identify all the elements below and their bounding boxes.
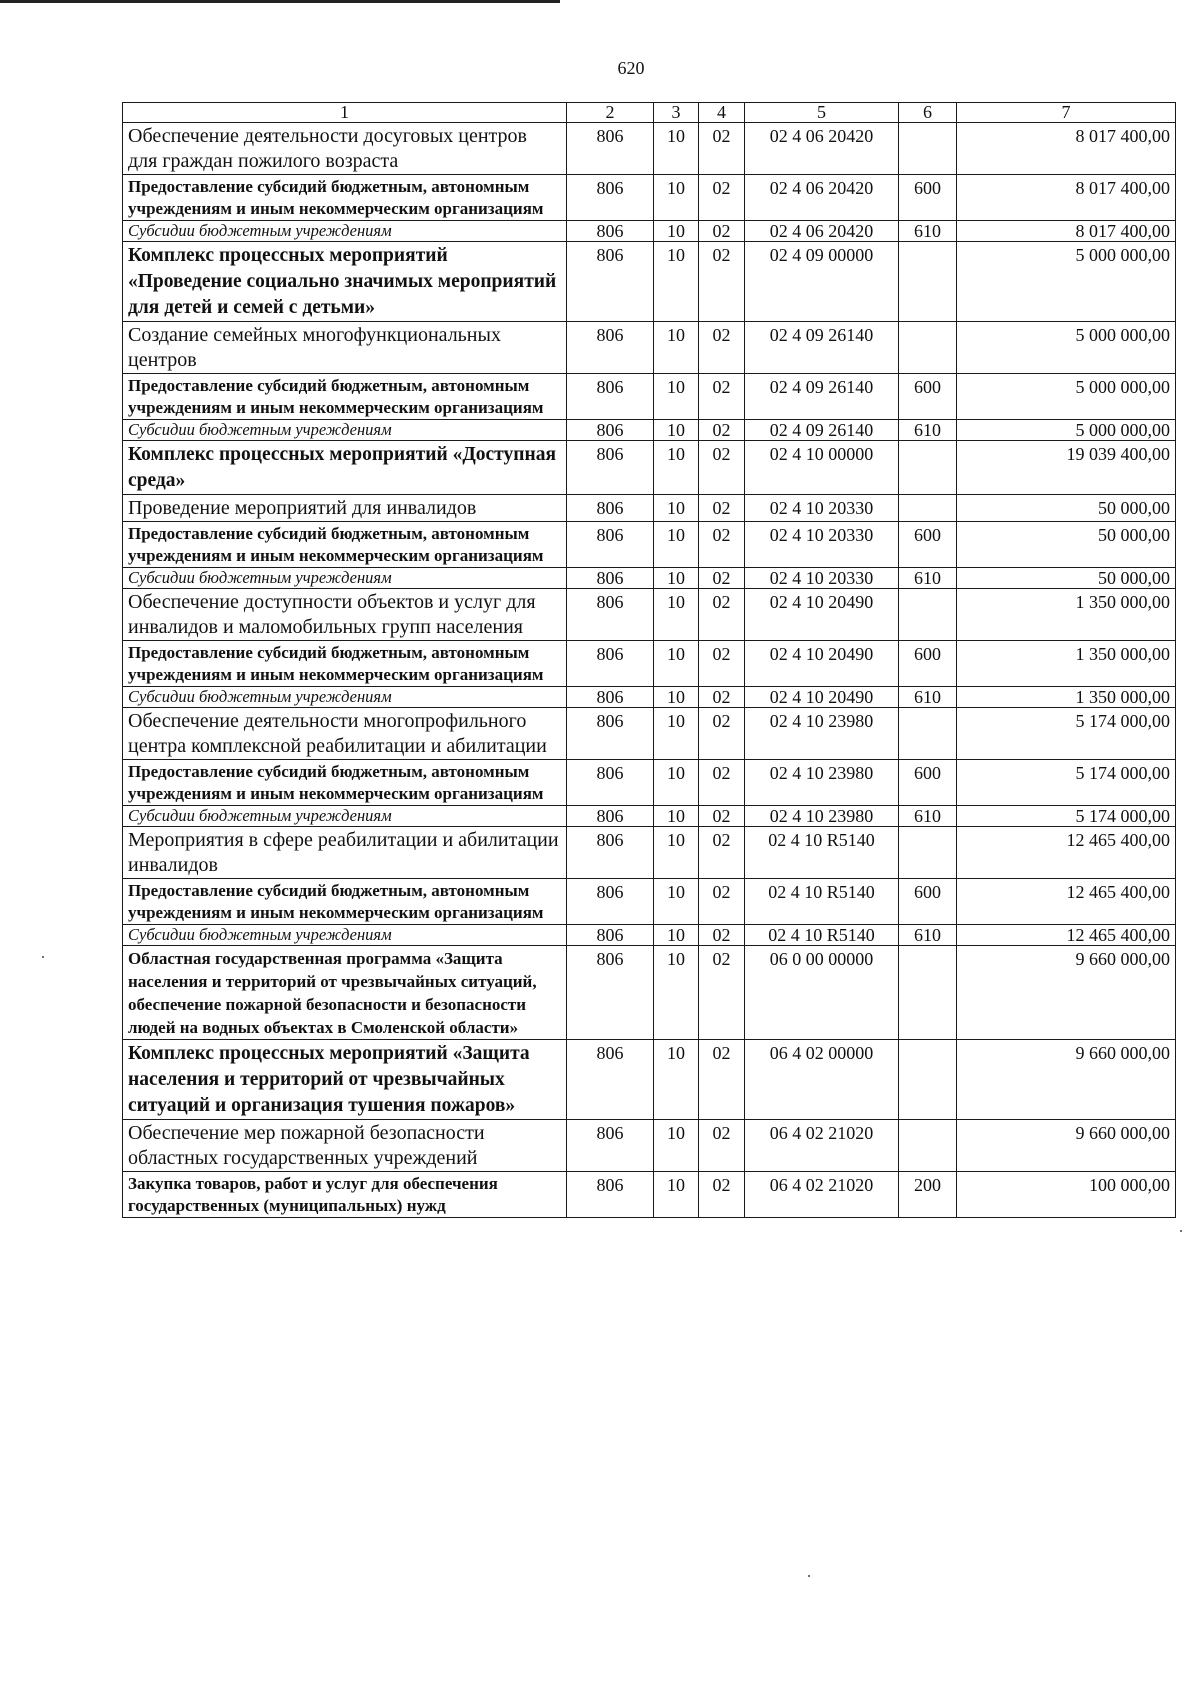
table-row xyxy=(123,420,1176,441)
row-name-cell: Комплекс процессных мероприятий «Доступная среда» xyxy=(123,441,567,495)
expense-type-cell: 610 xyxy=(899,806,957,827)
amount-cell: 8 017 400,00 xyxy=(957,175,1176,221)
amount-cell: 1 350 000,00 xyxy=(957,687,1176,708)
amount-cell: 8 017 400,00 xyxy=(957,221,1176,242)
expense-type-cell xyxy=(899,242,957,322)
table-row xyxy=(123,374,1176,420)
table-header-row xyxy=(123,103,1176,123)
row-name-cell: Субсидии бюджетным учреждениям xyxy=(123,568,567,589)
expense-type-cell: 600 xyxy=(899,879,957,925)
table-row xyxy=(123,687,1176,708)
scan-speck xyxy=(808,1575,810,1577)
subsection-cell: 02 xyxy=(699,879,745,925)
budget-table xyxy=(122,102,1176,1218)
subsection-cell: 02 xyxy=(699,175,745,221)
expense-type-cell: 600 xyxy=(899,522,957,568)
subsection-cell: 02 xyxy=(699,827,745,879)
row-name-cell: Предоставление субсидий бюджетным, автономным учреждениям и иным некоммерческим организациям xyxy=(123,641,567,687)
grbs-cell: 806 xyxy=(567,687,654,708)
target-article-cell: 02 4 10 23980 xyxy=(745,708,899,760)
row-name-cell: Обеспечение доступности объектов и услуг для инвалидов и маломобильных групп населения xyxy=(123,589,567,641)
grbs-cell: 806 xyxy=(567,374,654,420)
table-row xyxy=(123,946,1176,1040)
table-row xyxy=(123,806,1176,827)
expense-type-cell xyxy=(899,589,957,641)
subsection-cell: 02 xyxy=(699,568,745,589)
section-cell: 10 xyxy=(654,827,699,879)
expense-type-cell xyxy=(899,1120,957,1172)
row-name-cell: Обеспечение мер пожарной безопасности областных государственных учреждений xyxy=(123,1120,567,1172)
expense-type-cell: 610 xyxy=(899,925,957,946)
target-article-cell: 06 4 02 21020 xyxy=(745,1120,899,1172)
target-article-cell: 02 4 10 R5140 xyxy=(745,827,899,879)
expense-type-cell: 200 xyxy=(899,1172,957,1218)
subsection-cell: 02 xyxy=(699,806,745,827)
grbs-cell: 806 xyxy=(567,495,654,522)
table-row xyxy=(123,879,1176,925)
header-cell: 7 xyxy=(957,103,1176,123)
table-row xyxy=(123,1172,1176,1218)
grbs-cell: 806 xyxy=(567,568,654,589)
target-article-cell: 02 4 10 20330 xyxy=(745,495,899,522)
expense-type-cell xyxy=(899,1040,957,1120)
amount-cell: 8 017 400,00 xyxy=(957,123,1176,175)
target-article-cell: 02 4 06 20420 xyxy=(745,175,899,221)
grbs-cell: 806 xyxy=(567,879,654,925)
subsection-cell: 02 xyxy=(699,522,745,568)
grbs-cell: 806 xyxy=(567,925,654,946)
amount-cell: 5 000 000,00 xyxy=(957,374,1176,420)
subsection-cell: 02 xyxy=(699,420,745,441)
grbs-cell: 806 xyxy=(567,641,654,687)
table-row xyxy=(123,760,1176,806)
subsection-cell: 02 xyxy=(699,1120,745,1172)
section-cell: 10 xyxy=(654,946,699,1040)
section-cell: 10 xyxy=(654,760,699,806)
amount-cell: 9 660 000,00 xyxy=(957,1040,1176,1120)
amount-cell: 12 465 400,00 xyxy=(957,827,1176,879)
row-name-cell: Субсидии бюджетным учреждениям xyxy=(123,221,567,242)
target-article-cell: 02 4 09 26140 xyxy=(745,420,899,441)
amount-cell: 5 000 000,00 xyxy=(957,322,1176,374)
row-name-cell: Проведение мероприятий для инвалидов xyxy=(123,495,567,522)
row-name-cell: Комплекс процессных мероприятий «Проведение социально значимых мероприятий для детей и семей с детьми» xyxy=(123,242,567,322)
row-name-cell: Субсидии бюджетным учреждениям xyxy=(123,925,567,946)
subsection-cell: 02 xyxy=(699,1040,745,1120)
target-article-cell: 02 4 10 20490 xyxy=(745,641,899,687)
table-row xyxy=(123,1040,1176,1120)
section-cell: 10 xyxy=(654,568,699,589)
expense-type-cell xyxy=(899,123,957,175)
section-cell: 10 xyxy=(654,123,699,175)
section-cell: 10 xyxy=(654,175,699,221)
target-article-cell: 02 4 09 26140 xyxy=(745,374,899,420)
subsection-cell: 02 xyxy=(699,123,745,175)
grbs-cell: 806 xyxy=(567,420,654,441)
grbs-cell: 806 xyxy=(567,175,654,221)
subsection-cell: 02 xyxy=(699,221,745,242)
expense-type-cell: 600 xyxy=(899,641,957,687)
scan-speck xyxy=(42,956,44,958)
expense-type-cell: 610 xyxy=(899,221,957,242)
grbs-cell: 806 xyxy=(567,123,654,175)
table-row xyxy=(123,441,1176,495)
target-article-cell: 02 4 10 23980 xyxy=(745,806,899,827)
section-cell: 10 xyxy=(654,925,699,946)
subsection-cell: 02 xyxy=(699,708,745,760)
target-article-cell: 02 4 09 26140 xyxy=(745,322,899,374)
amount-cell: 5 174 000,00 xyxy=(957,760,1176,806)
amount-cell: 50 000,00 xyxy=(957,568,1176,589)
table-row xyxy=(123,322,1176,374)
grbs-cell: 806 xyxy=(567,708,654,760)
subsection-cell: 02 xyxy=(699,589,745,641)
expense-type-cell xyxy=(899,495,957,522)
section-cell: 10 xyxy=(654,441,699,495)
row-name-cell: Предоставление субсидий бюджетным, автономным учреждениям и иным некоммерческим организациям xyxy=(123,175,567,221)
header-cell: 3 xyxy=(654,103,699,123)
grbs-cell: 806 xyxy=(567,946,654,1040)
section-cell: 10 xyxy=(654,687,699,708)
amount-cell: 9 660 000,00 xyxy=(957,1120,1176,1172)
expense-type-cell: 610 xyxy=(899,568,957,589)
target-article-cell: 02 4 10 23980 xyxy=(745,760,899,806)
row-name-cell: Субсидии бюджетным учреждениям xyxy=(123,687,567,708)
section-cell: 10 xyxy=(654,879,699,925)
target-article-cell: 02 4 10 20330 xyxy=(745,522,899,568)
grbs-cell: 806 xyxy=(567,589,654,641)
section-cell: 10 xyxy=(654,589,699,641)
table-row xyxy=(123,589,1176,641)
amount-cell: 1 350 000,00 xyxy=(957,589,1176,641)
target-article-cell: 02 4 06 20420 xyxy=(745,221,899,242)
grbs-cell: 806 xyxy=(567,760,654,806)
row-name-cell: Создание семейных многофункциональных центров xyxy=(123,322,567,374)
subsection-cell: 02 xyxy=(699,925,745,946)
row-name-cell: Областная государственная программа «Защита населения и территорий от чрезвычайных ситуаций, обеспечение пожарной безопасности и безопасности людей на водных объектах в Смоленской области» xyxy=(123,946,567,1040)
grbs-cell: 806 xyxy=(567,221,654,242)
target-article-cell: 02 4 10 00000 xyxy=(745,441,899,495)
section-cell: 10 xyxy=(654,420,699,441)
table-row xyxy=(123,641,1176,687)
header-cell: 2 xyxy=(567,103,654,123)
target-article-cell: 02 4 10 20490 xyxy=(745,589,899,641)
expense-type-cell: 610 xyxy=(899,420,957,441)
target-article-cell: 06 4 02 21020 xyxy=(745,1172,899,1218)
expense-type-cell: 610 xyxy=(899,687,957,708)
subsection-cell: 02 xyxy=(699,760,745,806)
table-row xyxy=(123,568,1176,589)
amount-cell: 5 174 000,00 xyxy=(957,708,1176,760)
expense-type-cell: 600 xyxy=(899,175,957,221)
header-cell: 4 xyxy=(699,103,745,123)
section-cell: 10 xyxy=(654,641,699,687)
subsection-cell: 02 xyxy=(699,495,745,522)
expense-type-cell xyxy=(899,946,957,1040)
table-row xyxy=(123,708,1176,760)
amount-cell: 50 000,00 xyxy=(957,522,1176,568)
expense-type-cell xyxy=(899,441,957,495)
grbs-cell: 806 xyxy=(567,1172,654,1218)
amount-cell: 5 174 000,00 xyxy=(957,806,1176,827)
grbs-cell: 806 xyxy=(567,522,654,568)
expense-type-cell xyxy=(899,827,957,879)
section-cell: 10 xyxy=(654,374,699,420)
page-number: 620 xyxy=(617,58,645,78)
target-article-cell: 02 4 09 00000 xyxy=(745,242,899,322)
amount-cell: 1 350 000,00 xyxy=(957,641,1176,687)
row-name-cell: Комплекс процессных мероприятий «Защита населения и территорий от чрезвычайных ситуаций и организация тушения пожаров» xyxy=(123,1040,567,1120)
table-row xyxy=(123,495,1176,522)
scan-speck xyxy=(1180,1230,1182,1232)
row-name-cell: Предоставление субсидий бюджетным, автономным учреждениям и иным некоммерческим организациям xyxy=(123,522,567,568)
subsection-cell: 02 xyxy=(699,1172,745,1218)
section-cell: 10 xyxy=(654,221,699,242)
row-name-cell: Предоставление субсидий бюджетным, автономным учреждениям и иным некоммерческим организациям xyxy=(123,374,567,420)
row-name-cell: Предоставление субсидий бюджетным, автономным учреждениям и иным некоммерческим организациям xyxy=(123,879,567,925)
section-cell: 10 xyxy=(654,1172,699,1218)
table-row xyxy=(123,827,1176,879)
table-row xyxy=(123,242,1176,322)
header-cell: 6 xyxy=(899,103,957,123)
row-name-cell: Обеспечение деятельности досуговых центров для граждан пожилого возраста xyxy=(123,123,567,175)
subsection-cell: 02 xyxy=(699,374,745,420)
section-cell: 10 xyxy=(654,1040,699,1120)
subsection-cell: 02 xyxy=(699,322,745,374)
header-cell: 1 xyxy=(123,103,567,123)
grbs-cell: 806 xyxy=(567,806,654,827)
header-cell: 5 xyxy=(745,103,899,123)
expense-type-cell xyxy=(899,708,957,760)
table-row xyxy=(123,221,1176,242)
subsection-cell: 02 xyxy=(699,641,745,687)
row-name-cell: Субсидии бюджетным учреждениям xyxy=(123,420,567,441)
row-name-cell: Мероприятия в сфере реабилитации и абилитации инвалидов xyxy=(123,827,567,879)
target-article-cell: 06 0 00 00000 xyxy=(745,946,899,1040)
expense-type-cell xyxy=(899,322,957,374)
grbs-cell: 806 xyxy=(567,1040,654,1120)
grbs-cell: 806 xyxy=(567,441,654,495)
section-cell: 10 xyxy=(654,806,699,827)
amount-cell: 19 039 400,00 xyxy=(957,441,1176,495)
row-name-cell: Предоставление субсидий бюджетным, автономным учреждениям и иным некоммерческим организациям xyxy=(123,760,567,806)
row-name-cell: Закупка товаров, работ и услуг для обеспечения государственных (муниципальных) нужд xyxy=(123,1172,567,1218)
expense-type-cell: 600 xyxy=(899,374,957,420)
amount-cell: 12 465 400,00 xyxy=(957,925,1176,946)
target-article-cell: 02 4 06 20420 xyxy=(745,123,899,175)
amount-cell: 100 000,00 xyxy=(957,1172,1176,1218)
table-row xyxy=(123,1120,1176,1172)
scan-top-edge xyxy=(0,0,560,3)
row-name-cell: Субсидии бюджетным учреждениям xyxy=(123,806,567,827)
target-article-cell: 02 4 10 R5140 xyxy=(745,925,899,946)
section-cell: 10 xyxy=(654,522,699,568)
amount-cell: 9 660 000,00 xyxy=(957,946,1176,1040)
section-cell: 10 xyxy=(654,708,699,760)
amount-cell: 12 465 400,00 xyxy=(957,879,1176,925)
amount-cell: 5 000 000,00 xyxy=(957,242,1176,322)
section-cell: 10 xyxy=(654,322,699,374)
amount-cell: 5 000 000,00 xyxy=(957,420,1176,441)
grbs-cell: 806 xyxy=(567,1120,654,1172)
grbs-cell: 806 xyxy=(567,242,654,322)
table-row xyxy=(123,522,1176,568)
section-cell: 10 xyxy=(654,242,699,322)
amount-cell: 50 000,00 xyxy=(957,495,1176,522)
subsection-cell: 02 xyxy=(699,441,745,495)
table-row xyxy=(123,925,1176,946)
section-cell: 10 xyxy=(654,1120,699,1172)
target-article-cell: 02 4 10 R5140 xyxy=(745,879,899,925)
target-article-cell: 02 4 10 20490 xyxy=(745,687,899,708)
section-cell: 10 xyxy=(654,495,699,522)
subsection-cell: 02 xyxy=(699,687,745,708)
table-row xyxy=(123,123,1176,175)
grbs-cell: 806 xyxy=(567,827,654,879)
subsection-cell: 02 xyxy=(699,242,745,322)
grbs-cell: 806 xyxy=(567,322,654,374)
subsection-cell: 02 xyxy=(699,946,745,1040)
target-article-cell: 02 4 10 20330 xyxy=(745,568,899,589)
expense-type-cell: 600 xyxy=(899,760,957,806)
target-article-cell: 06 4 02 00000 xyxy=(745,1040,899,1120)
row-name-cell: Обеспечение деятельности многопрофильного центра комплексной реабилитации и абилитации xyxy=(123,708,567,760)
table-row xyxy=(123,175,1176,221)
